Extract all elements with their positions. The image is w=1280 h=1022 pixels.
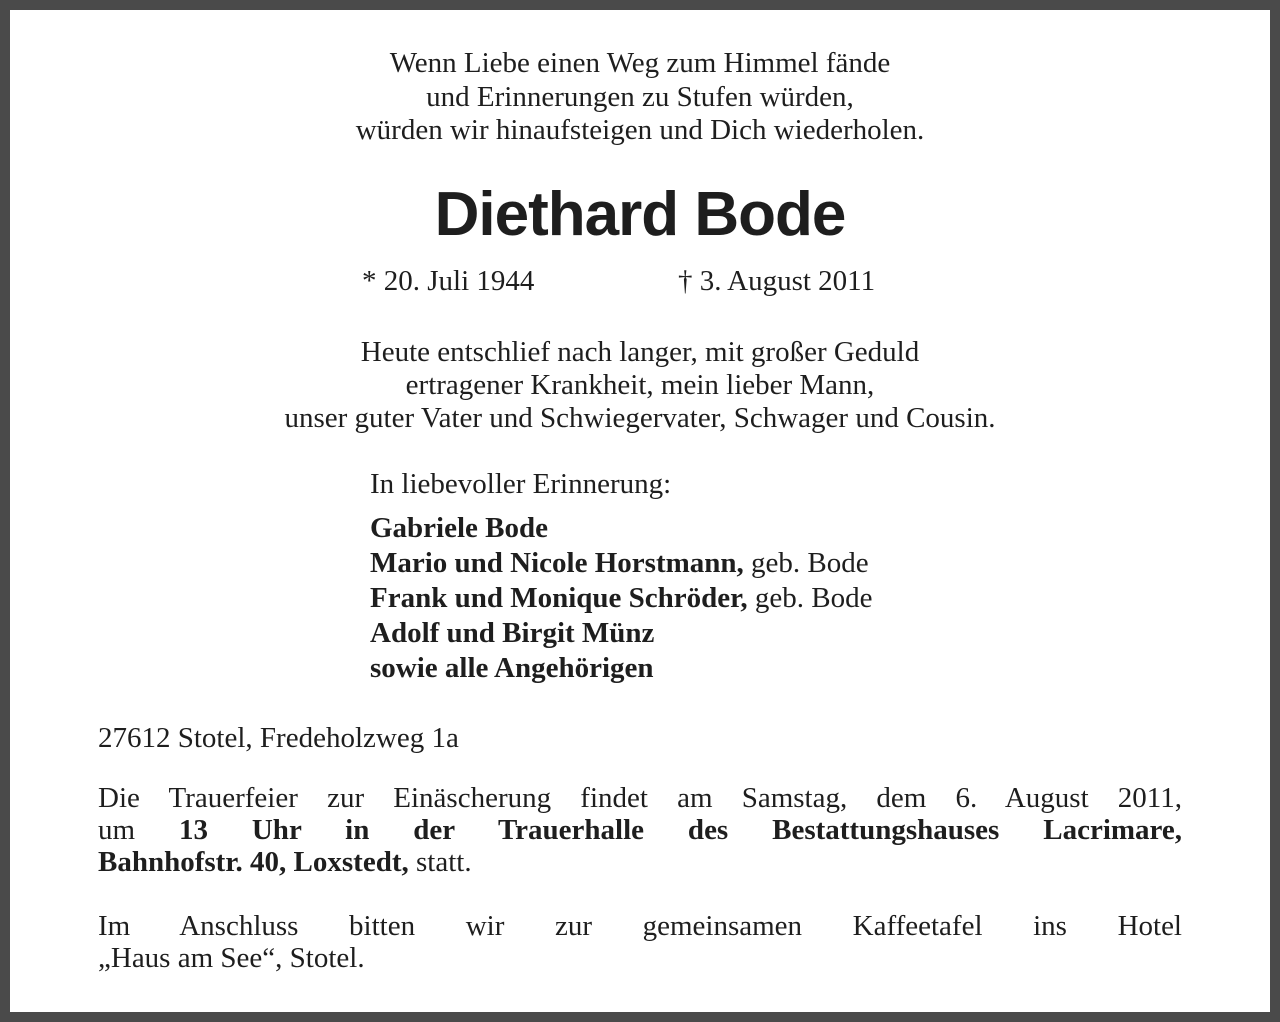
ceremony-address: Bahnhofstr. 40, Loxstedt, <box>98 846 409 878</box>
poem-line-2: und Erinnerungen zu Stufen würden, <box>426 81 854 113</box>
memory-intro: In liebevoller Erinnerung: <box>370 468 672 500</box>
birth-date: * 20. Juli 1944 <box>362 265 535 297</box>
life-dates <box>0 264 1280 298</box>
mourner-name: Frank und Monique Schröder, <box>370 582 748 614</box>
reception-line-2: „Haus am See“, Stotel. <box>98 942 365 974</box>
mourner-name: sowie alle Angehörigen <box>370 652 654 684</box>
ceremony-prefix: um <box>98 814 179 846</box>
mourner-name: Adolf und Birgit Münz <box>370 617 655 649</box>
message-line-2: ertragener Krankheit, mein lieber Mann, <box>405 369 875 401</box>
mourner-2 <box>370 546 869 580</box>
message-line-1: Heute entschlief nach langer, mit großer Geduld <box>360 336 920 368</box>
mourner-suffix: geb. Bode <box>747 582 873 614</box>
address: 27612 Stotel, Fredeholzweg 1a <box>98 722 459 754</box>
mourner-1 <box>370 511 548 545</box>
ceremony-line-2 <box>98 814 1182 846</box>
poem-line-3: würden wir hinaufsteigen und Dich wiederholen. <box>355 114 925 146</box>
ceremony-suffix: statt. <box>408 846 472 878</box>
mourner-4 <box>370 616 654 650</box>
ceremony-line-1: Die Trauerfeier zur Einäscherung findet am Samstag, dem 6. August 2011, <box>98 782 1182 814</box>
mourner-name: Mario und Nicole Horstmann, <box>370 547 744 579</box>
reception-paragraph <box>98 910 1182 974</box>
mourner-5 <box>370 651 654 685</box>
mourner-suffix: geb. Bode <box>743 547 869 579</box>
mourner-name: Gabriele Bode <box>370 512 549 544</box>
reception-line-1: Im Anschluss bitten wir zur gemeinsamen Kaffeetafel ins Hotel <box>98 910 1182 942</box>
deceased-name: Diethard Bode <box>434 180 846 249</box>
message-line-3: unser guter Vater und Schwiegervater, Schwager und Cousin. <box>284 402 996 434</box>
ceremony-time-place: 13 Uhr in der Trauerhalle des Bestattungshauses Lacrimare, <box>178 814 1183 846</box>
ceremony-line-3 <box>98 846 1182 878</box>
death-date: † 3. August 2011 <box>678 265 876 297</box>
poem-line-1: Wenn Liebe einen Weg zum Himmel fände <box>389 47 891 79</box>
ceremony-paragraph <box>98 782 1182 878</box>
mourner-3 <box>370 581 872 615</box>
